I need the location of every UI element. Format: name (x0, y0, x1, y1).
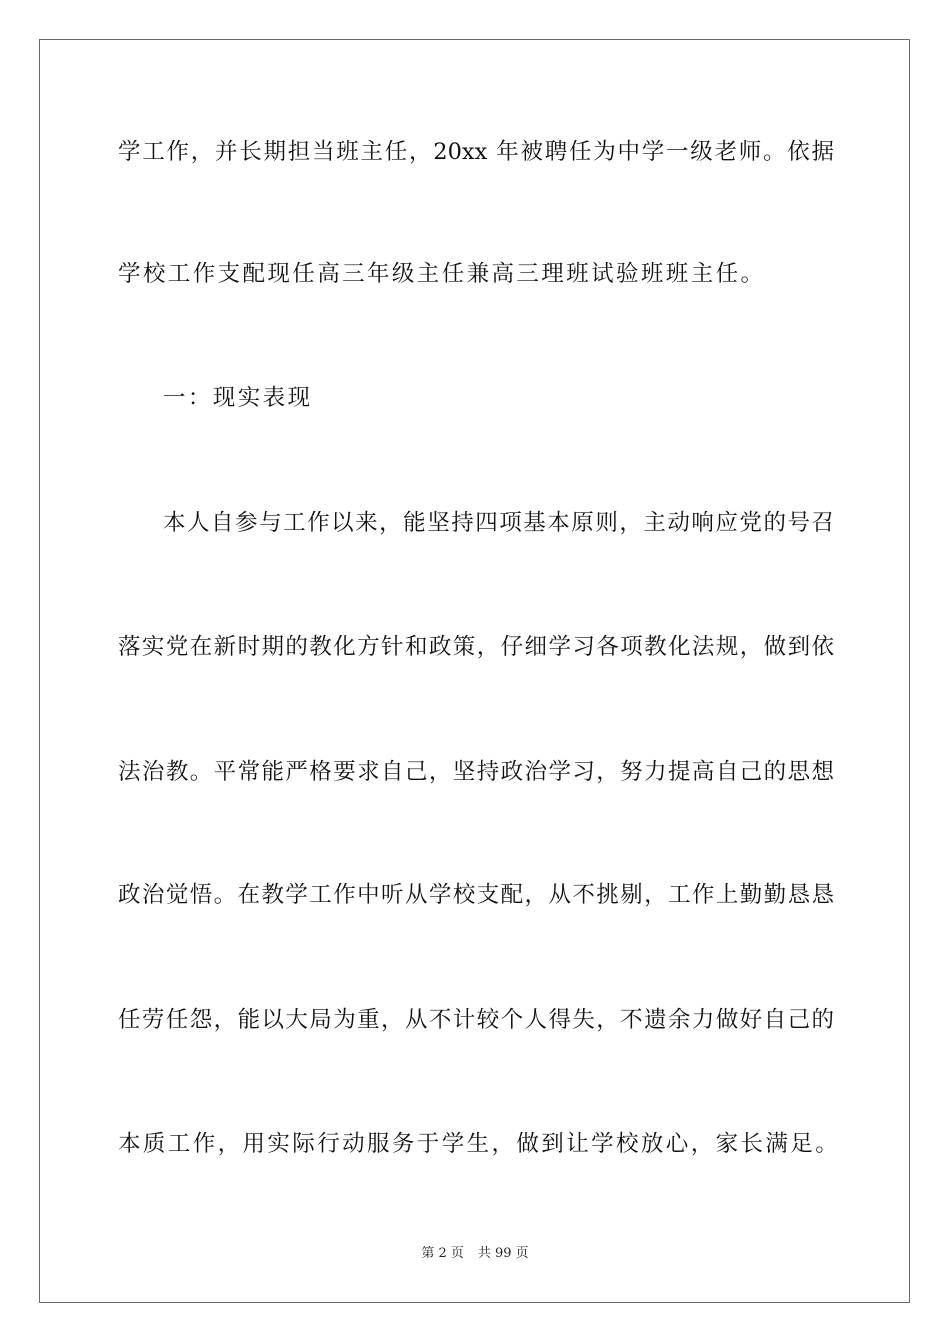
page-footer (0, 1245, 950, 1263)
body-line-1: 学工作，并长期担当班主任，20xx 年被聘任为中学一级老师。依据 (118, 139, 834, 165)
page-total: 共 99 页 (477, 1246, 529, 1261)
page-border (39, 39, 910, 1303)
body-line-4: 本人自参与工作以来，能坚持四项基本原则，主动响应党的号召 (163, 510, 834, 536)
body-line-5: 落实党在新时期的教化方针和政策，仔细学习各项教化法规，做到依 (118, 634, 834, 660)
body-line-8: 任劳任怨，能以大局为重，从不计较个人得失，不遗余力做好自己的 (118, 1007, 834, 1033)
section-heading: 一：现实表现 (163, 385, 313, 411)
body-line-6: 法治教。平常能严格要求自己，坚持政治学习，努力提高自己的思想 (118, 759, 834, 785)
body-line-7: 政治觉悟。在教学工作中听从学校支配，从不挑剔，工作上勤勤恳恳 (118, 882, 834, 908)
page-number: 第 2 页 (421, 1246, 464, 1261)
body-line-2: 学校工作支配现任高三年级主任兼高三理班试验班班主任。 (118, 261, 766, 287)
body-line-9: 本质工作，用实际行动服务于学生，做到让学校放心，家长满足。 (118, 1131, 841, 1157)
